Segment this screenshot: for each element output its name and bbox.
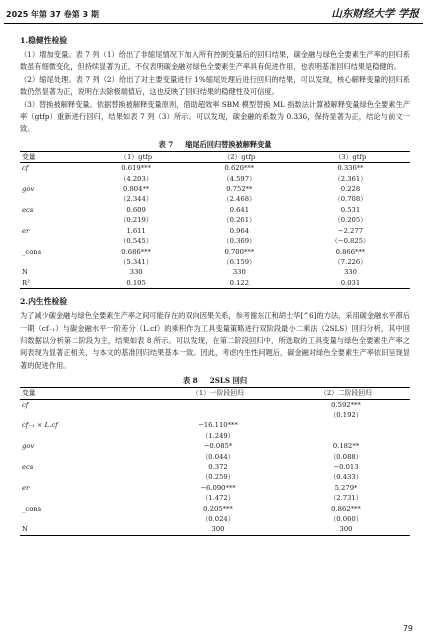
table7-value-cell: （7.226）	[333, 257, 367, 266]
table7-value-cell: （0.545）	[119, 237, 153, 246]
section-heading-endogeneity: 2.内生性检验	[20, 297, 68, 307]
table8-variable-cell	[20, 410, 154, 420]
table8-value-cell: （0.044）	[201, 452, 235, 461]
table8-caption	[20, 375, 410, 386]
table7-variable-cell	[20, 194, 85, 204]
table8	[20, 387, 410, 536]
table8-value-cell: 5.279*	[334, 483, 358, 492]
table8-variable-cell	[20, 514, 154, 524]
table7-value-cell: 0.641	[229, 205, 250, 214]
table7-header-cell: 变量	[20, 151, 85, 162]
table7-value-cell: 0.228	[340, 185, 361, 194]
table7-variable-cell	[20, 257, 85, 267]
table8-value-cell: −0.013	[333, 463, 359, 471]
table8-value-cell: 0.205***	[203, 504, 233, 513]
table7-value-cell: （0.369）	[222, 237, 256, 246]
page-number: 79	[402, 624, 413, 633]
table8-header-cell: 变量	[20, 388, 154, 399]
table7-row	[20, 215, 410, 225]
table8-variable-cell	[20, 493, 154, 503]
table7-row	[20, 194, 410, 204]
table8-value-cell: 0.862***	[331, 504, 361, 513]
journal-issue: 2025 年第 37 卷第 3 期	[6, 10, 99, 19]
table8-variable-cell	[20, 452, 154, 462]
table7-variable-cell	[20, 215, 85, 225]
table8-row	[20, 493, 410, 503]
table7-variable-cell: gov	[22, 185, 35, 194]
table7-variable-cell: _cons	[22, 247, 42, 256]
paragraph-replace-dependent: （3）替换被解释变量。依据替换被解释变量原则，借助超效率 SBM 模型替换 ML 指数法计算被解释变量绿色全要素生产率（gtfp）重新进行回归，结果如表 7 列（3）所示。可以发现，碳金融的系数为 0.336，保持显著为正，结论与前文一致。	[20, 99, 410, 134]
table8-header-row	[20, 388, 410, 399]
table8-row	[20, 441, 410, 451]
table7-value-cell: 1.611	[126, 226, 146, 235]
table8-row	[20, 431, 410, 441]
table8-number: 表 8	[182, 376, 198, 386]
table7-value-cell: 0.752**	[226, 185, 253, 194]
table7-value-cell: 0.122	[188, 278, 291, 289]
table7-row	[20, 163, 410, 174]
table7-body	[20, 163, 410, 289]
table8-value-cell: （0.192）	[329, 410, 363, 419]
table8-row	[20, 462, 410, 472]
table7-caption	[20, 139, 410, 150]
table7-header-cell: （1）gtfp	[85, 151, 188, 162]
table8-row	[20, 452, 410, 462]
table8-variable-cell	[20, 472, 154, 482]
table7-title: 缩尾后回归替换被解释变量	[185, 139, 272, 149]
table8-value-cell: −6.090***	[200, 483, 236, 492]
table7-value-cell: 0.609	[126, 205, 146, 214]
page-body	[20, 34, 410, 536]
table8-body	[20, 399, 410, 535]
table8-row	[20, 483, 410, 493]
table7-row	[20, 247, 410, 257]
table7-row	[20, 257, 410, 267]
table7-variable-cell	[20, 236, 85, 246]
table7-row	[20, 205, 410, 215]
table8-value-cell: （0.259）	[201, 473, 235, 482]
table7-value-cell: 330	[343, 268, 357, 277]
table7-value-cell: 0.531	[340, 205, 361, 214]
table8-value-cell	[154, 410, 282, 420]
table8-value-cell: −16.110***	[198, 421, 238, 430]
table7-row	[20, 278, 410, 289]
table7-header-row	[20, 151, 410, 162]
paragraph-winsorize: （2）缩尾处理。表 7 列（2）给出了对主要变量进行 1%缩尾处理后进行回归的结果，可以发现，核心解释变量的回归系数仍然显著为正，说明在去除极端值后，这也反映了回归结果的稳健性及可信度。	[20, 74, 410, 97]
table7-value-cell: （4.203）	[119, 174, 153, 183]
paragraph-add-variables: （1）增加变量。表 7 列（1）给出了非缩尾情况下加入所有控制变量后的回归结果，碳金融与绿色全要素生产率的回归系数虽有细微变化，但持续显著为正，不仅表明碳金融对绿色全要素生产率具有促进作用，也表明基准回归结果是稳健的。	[20, 50, 410, 72]
table8-row	[20, 504, 410, 514]
table7-value-cell: （0.261）	[222, 216, 256, 225]
table8-variable-cell: _cons	[22, 504, 42, 513]
table8-row	[20, 420, 410, 430]
table7-value-cell: （2.361）	[333, 174, 367, 183]
table7-value-cell: （−0.825）	[331, 237, 370, 246]
table7-row	[20, 226, 410, 236]
table7-value-cell: −2.277	[337, 226, 364, 235]
table8-value-cell: （0.024）	[201, 515, 235, 524]
table8-value-cell	[154, 399, 282, 410]
journal-name: 山东财经大学 学报	[331, 8, 419, 20]
table7-value-cell: 0.804**	[122, 185, 150, 194]
table7-value-cell: 0.866***	[335, 247, 366, 256]
table8-value-cell: 300	[282, 524, 410, 535]
paragraph-endogeneity: 为了减少碳金融与绿色全要素生产率之间可能存在的双向因果关系，参考谢东江和胡士华[^6]的方法，采用碳金融水平滞后一期（cf₋₁）与碳金融水平一阶差分（L.cf）的乘积作为工具变量策略进行双阶段最小二乘法（2SLS）回归分析，其中回归数据以分析第二阶段为主，结果如表 8 所示。可以发现，在第二阶段回归中，所选取的工具变量与绿色全要素生产率之间表现为显著正相关，与本文的基准回归结果基本一致。因此，考虑内生性问题后，碳金融对绿色全要素生产率依旧呈现显著的促进作用。	[20, 311, 410, 370]
table7	[20, 151, 410, 289]
table8-variable-cell: cf₋₁ × L.cf	[22, 421, 58, 430]
table8-row	[20, 514, 410, 524]
table8-row	[20, 399, 410, 410]
table7-value-cell: （0.708）	[333, 195, 367, 204]
section-heading-robustness: 1.稳健性检验	[20, 36, 68, 45]
table7-value-cell: 330	[129, 268, 143, 277]
table7-number: 表 7	[158, 139, 174, 149]
table8-value-cell: （2.731）	[329, 494, 363, 503]
table8-value-cell: 0.372	[208, 463, 228, 471]
table7-variable-cell: N	[22, 268, 28, 277]
table7-variable-cell: er	[22, 226, 30, 235]
table7-value-cell: （0.205）	[333, 216, 367, 225]
table7-row	[20, 236, 410, 246]
table8-value-cell: −0.085*	[203, 442, 233, 451]
table8-variable-cell: ecs	[22, 463, 34, 471]
table7-value-cell: （0.219）	[119, 216, 153, 225]
table8-value-cell: （0.433）	[329, 473, 363, 482]
table7-value-cell: （2.344）	[119, 195, 153, 204]
table8-variable-cell	[20, 431, 154, 441]
table8-variable-cell: N	[20, 524, 154, 535]
table8-header-cell: （1）一阶段回归	[154, 388, 282, 399]
table7-value-cell: 0.336**	[337, 164, 364, 173]
table8-variable-cell: gov	[22, 442, 35, 451]
table7-value-cell: 0.686***	[121, 247, 151, 256]
table7-variable-cell	[20, 174, 85, 184]
table8-value-cell: 0.182**	[332, 442, 360, 451]
header-rule	[4, 23, 423, 24]
table8-value-cell: （1.249）	[201, 431, 235, 440]
table8-value-cell	[282, 431, 410, 441]
table8-row	[20, 410, 410, 420]
table7-value-cell: （4.597）	[222, 174, 256, 183]
table8-value-cell: 300	[154, 524, 282, 535]
table8-value-cell: （1.472）	[201, 494, 235, 503]
table7-header-cell: （2）gtfp	[188, 151, 291, 162]
table7-header-cell: （3）gtfp	[291, 151, 410, 162]
table7-value-cell: 330	[232, 268, 246, 277]
table8-row	[20, 524, 410, 535]
table7-value-cell: 0.700***	[224, 247, 255, 256]
table8-row	[20, 472, 410, 482]
table8-value-cell: （0.060）	[329, 515, 363, 524]
table7-value-cell: （5.341）	[119, 257, 153, 266]
table7-value-cell: 0.031	[291, 278, 410, 289]
running-header	[0, 6, 427, 28]
table7-value-cell: 0.619***	[121, 164, 151, 173]
table7-value-cell: 0.620***	[224, 164, 255, 173]
table8-value-cell: （0.088）	[329, 452, 363, 461]
table8-value-cell	[282, 420, 410, 430]
table7-value-cell: 0.105	[85, 278, 188, 289]
table7-variable-cell: R²	[20, 278, 85, 289]
table7-value-cell: （6.159）	[222, 257, 256, 266]
table8-variable-cell: cf	[22, 400, 29, 409]
table8-title: 2SLS 回归	[209, 376, 248, 386]
table8-variable-cell: er	[22, 483, 30, 492]
table7-row	[20, 184, 410, 194]
table7-row	[20, 267, 410, 277]
table8-header-cell: （2）二阶段回归	[282, 388, 410, 399]
table8-value-cell: 0.592***	[331, 400, 361, 409]
table7-variable-cell: cf	[22, 164, 29, 173]
table7-value-cell: （2.468）	[222, 195, 256, 204]
table7-row	[20, 174, 410, 184]
table7-value-cell: 0.964	[229, 226, 250, 235]
table7-variable-cell: ecs	[22, 205, 34, 214]
